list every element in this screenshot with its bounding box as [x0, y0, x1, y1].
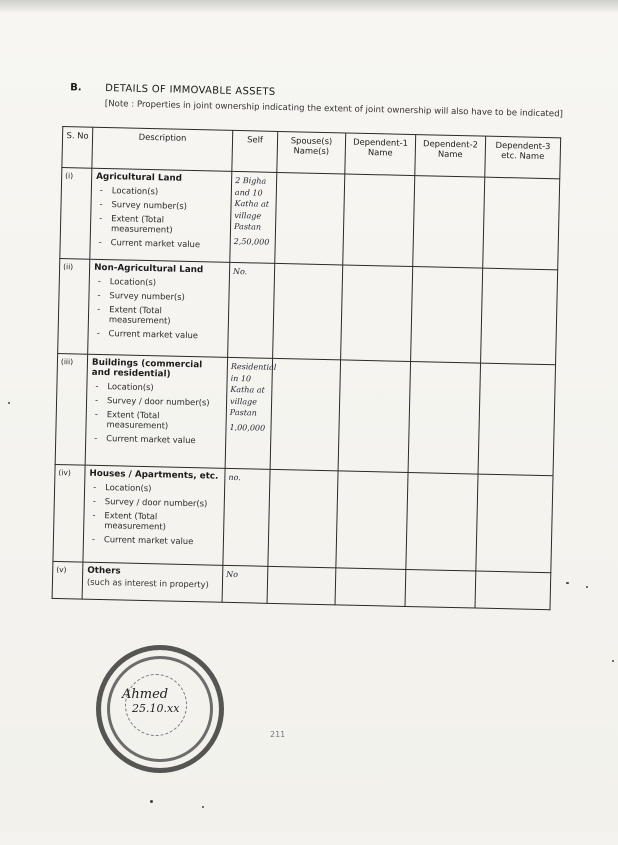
spouse-cell [267, 566, 336, 605]
header-sno: S. No [62, 127, 93, 169]
item-label: - Location(s) [91, 381, 222, 394]
page-number: 211 [270, 730, 286, 739]
spouse-cell [275, 172, 345, 265]
row-description [90, 168, 232, 262]
table-row [58, 259, 558, 365]
spouse-cell [270, 358, 341, 471]
handwritten-entry: 2 Bigha and 10 Katha at village Pastan [233, 175, 270, 232]
self-entry [225, 357, 277, 469]
item-label: - Survey number(s) [95, 199, 226, 212]
dependent-3-cell [476, 474, 553, 573]
row-sno: (i) [60, 168, 92, 260]
scan-speck [202, 806, 204, 808]
scan-speck [150, 800, 153, 803]
scan-speck [612, 660, 614, 662]
handwritten-entry: no. [228, 472, 241, 483]
category-label: Houses / Apartments, etc. [89, 468, 219, 482]
handwritten-entry: No [226, 569, 239, 580]
signature-name: Ahmed [122, 687, 169, 702]
header-dependent-2: Dependent-2 Name [415, 135, 486, 178]
dependent-3-cell [483, 177, 560, 270]
section-note: [Note : Properties in joint ownership indicating the extent of joint ownership will also have to be indicated] [104, 99, 564, 120]
dependent-1-cell [335, 568, 406, 607]
item-label: - Survey / door number(s) [91, 395, 222, 408]
item-label: - Extent (Total measurement) [90, 409, 221, 432]
row-description [82, 562, 223, 602]
category-label: Buildings (commercial and residential) [91, 357, 203, 380]
scan-speck [586, 586, 588, 588]
item-label: - Survey number(s) [93, 290, 224, 303]
dependent-1-cell [338, 360, 411, 473]
dependent-1-cell [336, 471, 408, 570]
item-label: - Location(s) [96, 185, 227, 198]
section-letter: B. [70, 82, 82, 94]
item-label: - Extent (Total measurement) [95, 213, 226, 236]
dependent-2-cell [411, 267, 483, 364]
handwritten-value: 1,00,000 [229, 422, 266, 433]
dependent-3-cell [478, 363, 555, 476]
section-title: DETAILS OF IMMOVABLE ASSETS [105, 83, 276, 98]
dependent-2-cell [406, 472, 478, 571]
dependent-3-cell [475, 571, 551, 610]
category-label: Non-Agricultural Land [93, 262, 204, 276]
self-entry [228, 262, 275, 358]
header-dependent-1: Dependent-1 Name [345, 133, 416, 176]
item-label: - Survey / door number(s) [89, 496, 220, 509]
dependent-3-cell [481, 268, 558, 365]
dependent-1-cell [341, 265, 413, 362]
category-subtitle: (such as interest in property) [86, 576, 209, 590]
row-sno: (ii) [58, 259, 90, 355]
item-label: - Location(s) [89, 482, 220, 495]
spouse-cell [273, 263, 343, 360]
table-row [55, 354, 555, 476]
dependent-2-cell [408, 362, 481, 475]
row-description [88, 259, 230, 357]
handwritten-value: 2,50,000 [233, 236, 270, 247]
signature [122, 688, 179, 716]
handwritten-entry: No. [232, 266, 248, 277]
category-label: Others [87, 565, 121, 577]
header-description: Description [92, 127, 233, 171]
signature-date: 25.10.xx [132, 702, 180, 715]
table-row [53, 464, 553, 572]
dependent-2-cell [413, 176, 485, 269]
immovable-assets-table [52, 126, 562, 610]
header-self: Self [232, 130, 278, 172]
table-row [60, 168, 560, 270]
self-entry [222, 565, 268, 603]
row-sno: (iv) [53, 464, 85, 562]
scan-speck [566, 582, 569, 584]
spouse-cell [268, 469, 338, 568]
item-label: - Current market value [95, 237, 226, 250]
self-entry [223, 468, 270, 566]
item-label: - Extent (Total measurement) [93, 304, 224, 327]
header-spouse: Spouse(s) Name(s) [277, 131, 346, 174]
category-label: Agricultural Land [96, 171, 183, 184]
item-label: - Location(s) [94, 276, 225, 289]
item-label: - Current market value [93, 328, 224, 341]
item-label: - Extent (Total measurement) [88, 510, 219, 533]
self-entry [230, 171, 277, 263]
row-sno: (v) [52, 561, 83, 599]
row-description [85, 354, 227, 468]
header-dependent-3: Dependent-3 etc. Name [485, 136, 561, 179]
item-label: - Current market value [88, 534, 219, 547]
row-description [83, 465, 225, 565]
scan-speck [8, 402, 10, 404]
item-label: - Current market value [90, 433, 221, 446]
dependent-2-cell [405, 569, 476, 608]
dependent-1-cell [343, 174, 415, 267]
row-sno: (iii) [55, 354, 88, 466]
handwritten-entry: Residential in 10 Katha at village Pastan [229, 361, 277, 418]
